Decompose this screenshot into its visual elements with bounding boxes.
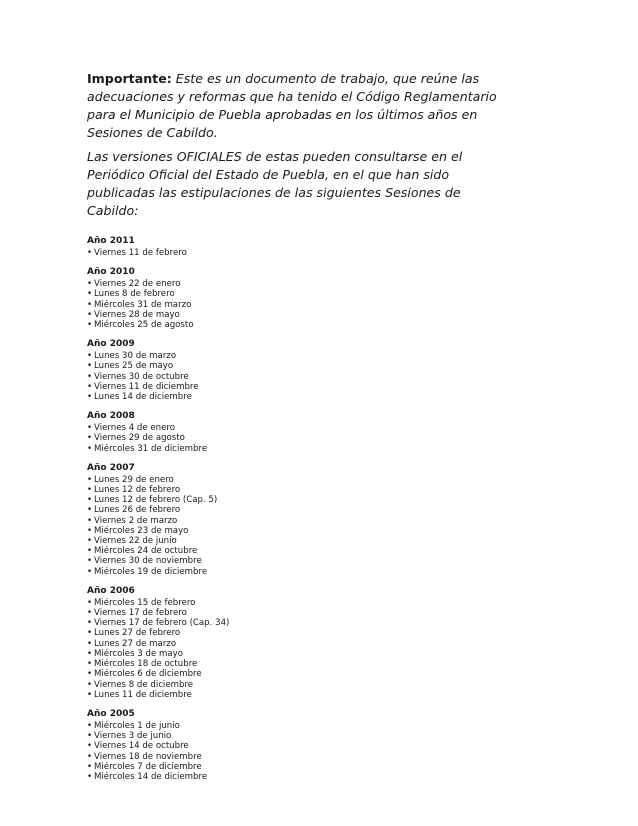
session-date-item xyxy=(87,669,507,679)
session-list xyxy=(87,598,507,700)
year-section xyxy=(87,236,507,258)
document-page xyxy=(87,70,507,791)
session-date-item xyxy=(87,556,507,566)
session-date-item xyxy=(87,392,507,402)
bullet-icon: • xyxy=(87,299,93,310)
session-date-text: Viernes 30 de noviembre xyxy=(94,556,202,567)
session-date-text: Miércoles 31 de diciembre xyxy=(94,443,208,454)
bullet-icon: • xyxy=(87,525,93,536)
session-date-text: Miércoles 25 de agosto xyxy=(94,320,194,331)
session-date-item xyxy=(87,731,507,741)
session-date-item xyxy=(87,536,507,546)
session-list xyxy=(87,279,507,330)
bullet-icon: • xyxy=(87,731,93,742)
year-heading: Año 2006 xyxy=(87,585,135,596)
session-list xyxy=(87,721,507,782)
bullet-icon: • xyxy=(87,423,93,434)
session-date-text: Miércoles 19 de diciembre xyxy=(94,566,208,577)
bullet-icon: • xyxy=(87,751,93,762)
bullet-icon: • xyxy=(87,771,93,782)
bullet-icon: • xyxy=(87,689,93,700)
session-list xyxy=(87,475,507,577)
session-date-text: Lunes 12 de febrero (Cap. 5) xyxy=(94,495,218,506)
year-section xyxy=(87,463,507,577)
bullet-icon: • xyxy=(87,618,93,629)
bullet-icon: • xyxy=(87,433,93,444)
bullet-icon: • xyxy=(87,556,93,567)
bullet-icon: • xyxy=(87,505,93,516)
bullet-icon: • xyxy=(87,474,93,485)
session-date-item xyxy=(87,320,507,330)
session-date-text: Viernes 11 de diciembre xyxy=(94,381,199,392)
year-heading: Año 2010 xyxy=(87,267,135,278)
bullet-icon: • xyxy=(87,597,93,608)
session-date-item xyxy=(87,310,507,320)
session-date-text: Viernes 11 de febrero xyxy=(94,248,187,258)
session-date-item xyxy=(87,680,507,690)
bullet-icon: • xyxy=(87,361,93,372)
session-date-item xyxy=(87,505,507,515)
session-list xyxy=(87,248,507,258)
session-date-text: Lunes 29 de enero xyxy=(94,474,174,485)
bullet-icon: • xyxy=(87,648,93,659)
session-date-item xyxy=(87,618,507,628)
intro-paragraph-official: Las versiones OFICIALES de estas pueden consultarse en el Periódico Oficial del Estado de Puebla, en el que han sido publicadas las estipulaciones de las siguientes Sesiones de Cabildo: xyxy=(87,149,463,218)
bullet-icon: • xyxy=(87,761,93,772)
session-date-item xyxy=(87,659,507,669)
session-date-text: Lunes 11 de diciembre xyxy=(94,689,192,700)
bullet-icon: • xyxy=(87,628,93,639)
session-date-item xyxy=(87,423,507,433)
year-section xyxy=(87,267,507,330)
session-date-text: Viernes 3 de junio xyxy=(94,731,172,742)
bullet-icon: • xyxy=(87,546,93,557)
session-date-item xyxy=(87,248,507,258)
year-heading: Año 2007 xyxy=(87,462,135,473)
bullet-icon: • xyxy=(87,515,93,526)
intro-paragraph xyxy=(87,70,507,142)
session-date-item xyxy=(87,485,507,495)
bullet-icon: • xyxy=(87,443,93,454)
session-date-item xyxy=(87,372,507,382)
bullet-icon: • xyxy=(87,566,93,577)
year-heading: Año 2005 xyxy=(87,708,135,719)
session-date-text: Lunes 12 de febrero xyxy=(94,485,181,496)
bullet-icon: • xyxy=(87,309,93,320)
session-date-item xyxy=(87,361,507,371)
bullet-icon: • xyxy=(87,536,93,547)
session-date-text: Viernes 22 de junio xyxy=(94,536,177,547)
session-date-text: Lunes 27 de marzo xyxy=(94,638,177,649)
session-date-item xyxy=(87,289,507,299)
session-date-item xyxy=(87,495,507,505)
bullet-icon: • xyxy=(87,741,93,752)
session-date-text: Lunes 30 de marzo xyxy=(94,351,177,362)
year-heading: Año 2011 xyxy=(87,236,135,246)
year-section xyxy=(87,339,507,402)
session-date-text: Lunes 27 de febrero xyxy=(94,628,181,639)
session-date-item xyxy=(87,608,507,618)
bullet-icon: • xyxy=(87,381,93,392)
session-date-text: Viernes 8 de diciembre xyxy=(94,679,194,690)
session-date-text: Viernes 2 de marzo xyxy=(94,515,178,526)
session-date-text: Miércoles 1 de junio xyxy=(94,720,180,731)
session-date-text: Miércoles 7 de diciembre xyxy=(94,761,202,772)
bullet-icon: • xyxy=(87,279,93,290)
bullet-icon: • xyxy=(87,289,93,300)
year-section xyxy=(87,586,507,700)
session-list xyxy=(87,423,507,454)
session-date-text: Miércoles 18 de octubre xyxy=(94,659,198,670)
session-date-text: Lunes 25 de mayo xyxy=(94,361,174,372)
session-date-text: Miércoles 15 de febrero xyxy=(94,597,196,608)
session-date-item xyxy=(87,598,507,608)
session-date-text: Viernes 17 de febrero xyxy=(94,608,187,619)
session-date-text: Lunes 26 de febrero xyxy=(94,505,181,516)
bullet-icon: • xyxy=(87,320,93,331)
bullet-icon: • xyxy=(87,248,93,258)
session-date-text: Miércoles 14 de diciembre xyxy=(94,771,208,782)
bullet-icon: • xyxy=(87,608,93,619)
session-date-item xyxy=(87,721,507,731)
intro-lead: Importante: xyxy=(87,71,172,86)
session-date-text: Viernes 4 de enero xyxy=(94,423,175,434)
year-heading: Año 2009 xyxy=(87,339,135,350)
session-date-item xyxy=(87,300,507,310)
session-date-item xyxy=(87,351,507,361)
session-date-item xyxy=(87,475,507,485)
bullet-icon: • xyxy=(87,659,93,670)
session-date-text: Miércoles 31 de marzo xyxy=(94,299,192,310)
session-date-text: Lunes 8 de febrero xyxy=(94,289,175,300)
session-date-item xyxy=(87,546,507,556)
session-date-item xyxy=(87,772,507,782)
bullet-icon: • xyxy=(87,495,93,506)
session-date-item xyxy=(87,741,507,751)
intro-text: Este es un documento de trabajo, que reúne las adecuaciones y reformas que ha tenido el Código Reglamentario para el Municipio de Puebla aprobadas en los últimos años en Sesiones de Cabildo. xyxy=(87,71,497,140)
session-date-text: Viernes 28 de mayo xyxy=(94,309,180,320)
bullet-icon: • xyxy=(87,485,93,496)
sessions-list xyxy=(87,236,507,782)
session-date-item xyxy=(87,762,507,772)
session-date-item xyxy=(87,433,507,443)
bullet-icon: • xyxy=(87,720,93,731)
session-date-text: Miércoles 3 de mayo xyxy=(94,648,183,659)
bullet-icon: • xyxy=(87,679,93,690)
bullet-icon: • xyxy=(87,638,93,649)
session-date-item xyxy=(87,628,507,638)
session-date-text: Miércoles 6 de diciembre xyxy=(94,669,202,680)
year-heading: Año 2008 xyxy=(87,411,135,422)
session-list xyxy=(87,351,507,402)
session-date-text: Viernes 14 de octubre xyxy=(94,741,189,752)
session-date-text: Viernes 17 de febrero (Cap. 34) xyxy=(94,618,230,629)
session-date-item xyxy=(87,382,507,392)
year-section xyxy=(87,709,507,782)
session-date-text: Miércoles 23 de mayo xyxy=(94,525,189,536)
session-date-item xyxy=(87,567,507,577)
session-date-text: Viernes 22 de enero xyxy=(94,279,181,290)
bullet-icon: • xyxy=(87,371,93,382)
session-date-text: Viernes 29 de agosto xyxy=(94,433,185,444)
session-date-text: Viernes 18 de noviembre xyxy=(94,751,202,762)
year-section xyxy=(87,411,507,454)
session-date-text: Lunes 14 de diciembre xyxy=(94,392,192,403)
session-date-item xyxy=(87,649,507,659)
bullet-icon: • xyxy=(87,669,93,680)
session-date-text: Viernes 30 de octubre xyxy=(94,371,189,382)
bullet-icon: • xyxy=(87,392,93,403)
session-date-item xyxy=(87,279,507,289)
session-date-item xyxy=(87,690,507,700)
bullet-icon: • xyxy=(87,351,93,362)
session-date-item xyxy=(87,752,507,762)
session-date-item xyxy=(87,516,507,526)
session-date-text: Miércoles 24 de octubre xyxy=(94,546,198,557)
session-date-item xyxy=(87,444,507,454)
session-date-item xyxy=(87,526,507,536)
session-date-item xyxy=(87,639,507,649)
